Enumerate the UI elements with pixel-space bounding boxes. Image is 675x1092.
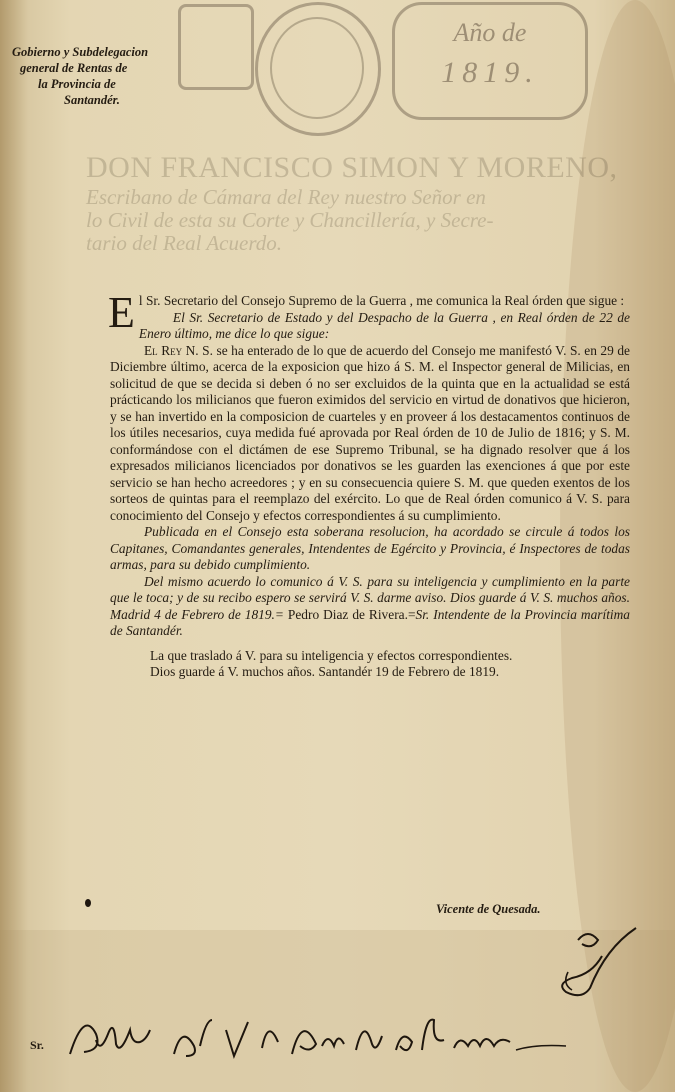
year-stamp-text	[395, 5, 585, 93]
closing	[110, 648, 630, 681]
faded-header-name: DON FRANCISCO SIMON Y MORENO,	[86, 151, 618, 184]
handwritten-addressee	[66, 1010, 576, 1070]
signatory-name: Vicente de Quesada.	[436, 902, 541, 916]
paragraph-order: El Sr. Secretario de Estado y del Despacho de la Guerra , en Real órden de 22 de Enero último, me dice lo que sigue:	[138, 309, 630, 341]
drop-cap: E	[108, 288, 135, 337]
seal-stamp-ring	[270, 17, 364, 119]
ink-blot	[85, 899, 91, 907]
closing-line: La que traslado á V. para su inteligencia y efectos correspondientes.	[150, 647, 513, 663]
paragraph-royal-order	[110, 343, 630, 525]
year-stamp	[392, 2, 588, 120]
office-heading-line: general de Rentas de	[20, 61, 128, 75]
paragraph-communication	[110, 574, 630, 640]
royal-order-text: N. S. se ha enterado de lo que de acuerdo del Consejo me manifestó V. S. en 29 de Diciembre último, acerca de la exposicion que hizo á S. M. el Inspector general de Milicias, en solicitud de que se decida si deben ó no ser excluidos de la quinta que en la actualidad se está prácticando los milicianos que fueron eximidos del servicio en virtud de donativos que hicieron, y se han invertido en la composicion de cuarteles y en proveer á los destacamentos continuos de los útiles necesarios, cuya medida fué aprovada por Real órden de 10 de Julio de 1816; y S. M. conformándose con el dictámen de ese Supremo Tribunal, se ha dignado resolver que á los expresados milicianos licenciados por donativos se les guarden las exenciones á que por este servicio se han hecho acreedores ; y en su consecuencia quiere S. M. que queden exentos de los sorteos de quintas para el reemplazo del exército. Lo que de Real órden comunico á V. S. para conocimiento del Consejo y efectos correspondientes á su cumplimiento.	[110, 342, 630, 523]
faded-header	[86, 150, 646, 255]
office-heading-line: Gobierno y Subdelegacion	[12, 45, 149, 59]
faded-header-line: tario del Real Acuerdo.	[86, 231, 282, 255]
communication-text: Del mismo acuerdo lo comunico á V. S. para su inteligencia y cumplimiento en la parte que le toca; y de su recibo espero se servirá V. S. darme aviso. Dios guarde á V. S. muchos años. Madrid 4 de Febrero de 1819.=	[110, 573, 630, 622]
royal-title: El Rey	[144, 342, 183, 358]
year-stamp-word: Año de	[453, 18, 527, 47]
seal-stamp-center	[255, 2, 381, 136]
office-heading	[8, 44, 188, 108]
office-heading-line: Santandér.	[64, 93, 120, 107]
sender-name: Pedro Diaz de Rivera.=	[287, 606, 416, 622]
addressee-prefix: Sr.	[30, 1038, 44, 1052]
signature-flourish	[548, 920, 648, 1000]
faded-header-line: Escribano de Cámara del Rey nuestro Señor en	[86, 185, 486, 209]
recipient-line: Sr. Intendente de la Provincia marítima de Santandér.	[110, 606, 631, 638]
letter-body	[108, 288, 631, 681]
paragraph-publication: Publicada en el Consejo esta soberana resolucion, ha acordado se circule á todos los Capitanes, Comandantes generales, Intendentes de Egército y Provincia, é Inspectores de todas armas, para su debido cumplimiento.	[110, 524, 630, 572]
closing-line: Dios guarde á V. muchos años. Santandér 19 de Febrero de 1819.	[150, 664, 500, 679]
year-stamp-number: 1819.	[441, 56, 539, 89]
faded-header-line: lo Civil de esta su Corte y Chancillería, y Secre-	[86, 208, 494, 232]
paragraph-intro-text: l Sr. Secretario del Consejo Supremo de la Guerra , me comunica la Real órden que sigue :	[138, 293, 625, 308]
office-heading-line: la Provincia de	[38, 77, 116, 91]
seal-stamp-left	[178, 4, 254, 90]
